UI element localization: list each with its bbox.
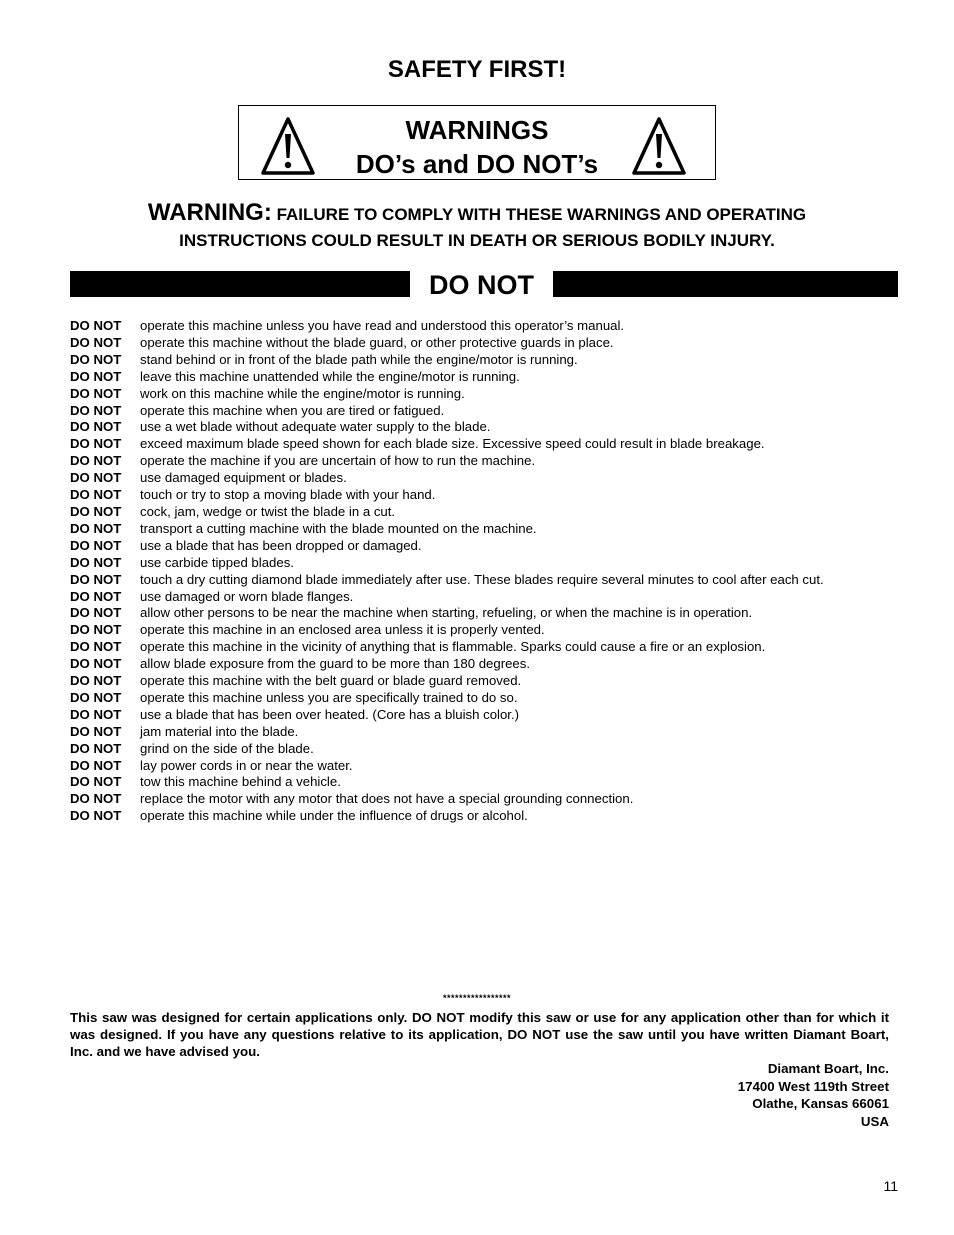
rule-text: replace the motor with any motor that does not have a special grounding connection. — [140, 791, 634, 807]
rule-text: lay power cords in or near the water. — [140, 757, 353, 773]
list-item — [70, 622, 900, 639]
rule-text: tow this machine behind a vehicle. — [140, 774, 341, 790]
list-item — [70, 758, 900, 775]
address-line: 17400 West 119th Street — [737, 1078, 889, 1094]
rule-text: use carbide tipped blades. — [140, 554, 294, 570]
rule-text: operate this machine while under the influence of drugs or alcohol. — [140, 808, 528, 824]
rule-label: DO NOT — [70, 588, 122, 604]
rule-text: operate this machine when you are tired or fatigued. — [140, 402, 445, 418]
rule-text: exceed maximum blade speed shown for each blade size. Excessive speed could result in blade breakage. — [140, 436, 765, 452]
rule-text: use damaged equipment or blades. — [140, 470, 347, 486]
list-item — [70, 572, 900, 589]
rule-label: DO NOT — [70, 622, 122, 638]
company-address — [738, 1060, 889, 1130]
warning-triangle-icon — [632, 117, 686, 175]
rule-label: DO NOT — [70, 368, 122, 384]
separator-stars: ***************** — [442, 993, 512, 1003]
rule-label: DO NOT — [70, 808, 122, 824]
warnings-box — [238, 105, 716, 180]
list-item — [70, 605, 900, 622]
rule-label: DO NOT — [70, 554, 122, 570]
list-item — [70, 774, 900, 791]
list-item — [70, 318, 900, 335]
list-item — [70, 639, 900, 656]
rule-text: operate this machine with the belt guard or blade guard removed. — [140, 673, 522, 689]
rule-label: DO NOT — [70, 656, 122, 672]
rule-text: stand behind or in front of the blade path while the engine/motor is running. — [140, 351, 578, 367]
rule-text: operate this machine in an enclosed area unless it is properly vented. — [140, 622, 545, 638]
rule-label: DO NOT — [70, 351, 122, 367]
rule-label: DO NOT — [70, 402, 122, 418]
rule-text: work on this machine while the engine/motor is running. — [140, 385, 465, 401]
address-line: USA — [860, 1113, 889, 1129]
rule-label: DO NOT — [70, 571, 122, 587]
list-item — [70, 808, 900, 825]
rule-label: DO NOT — [70, 723, 122, 739]
list-item — [70, 656, 900, 673]
warnings-box-subtitle: DO’s and DO NOT’s — [355, 149, 599, 179]
list-item — [70, 538, 900, 555]
list-item — [70, 436, 900, 453]
rule-label: DO NOT — [70, 520, 122, 536]
rule-label: DO NOT — [70, 791, 122, 807]
rule-label: DO NOT — [70, 453, 122, 469]
list-item — [70, 369, 900, 386]
rule-label: DO NOT — [70, 537, 122, 553]
rule-text: operate this machine without the blade guard, or other protective guards in place. — [140, 334, 614, 350]
list-item — [70, 673, 900, 690]
do-not-list — [70, 318, 900, 825]
warning-prefix: WARNING: — [147, 199, 272, 226]
rule-text: use a blade that has been dropped or damaged. — [140, 537, 422, 553]
list-item — [70, 403, 900, 420]
heading-bar-left — [70, 271, 410, 297]
rule-label: DO NOT — [70, 334, 122, 350]
rule-label: DO NOT — [70, 706, 122, 722]
page-number: 11 — [883, 1178, 898, 1194]
rule-label: DO NOT — [70, 673, 122, 689]
application-notice: This saw was designed for certain applications only. DO NOT modify this saw or use for any application other than for which it was designed. If you have any questions relative to its application, DO NOT use the saw until you have written Diamant Boart, Inc. and we have advised you. — [70, 1010, 889, 1059]
list-item — [70, 335, 900, 352]
rule-label: DO NOT — [70, 436, 122, 452]
warning-text-line1: FAILURE TO COMPLY WITH THESE WARNINGS AND OPERATING — [276, 205, 807, 224]
list-item — [70, 724, 900, 741]
rule-label: DO NOT — [70, 689, 122, 705]
list-item — [70, 690, 900, 707]
list-item — [70, 386, 900, 403]
rule-text: touch or try to stop a moving blade with your hand. — [140, 487, 436, 503]
list-item — [70, 419, 900, 436]
address-line: Diamant Boart, Inc. — [767, 1061, 889, 1076]
list-item — [70, 521, 900, 538]
rule-text: allow other persons to be near the machine when starting, refueling, or when the machine is in operation. — [140, 605, 753, 621]
rule-label: DO NOT — [70, 318, 122, 333]
rule-label: DO NOT — [70, 385, 122, 401]
page-title: SAFETY FIRST! — [387, 56, 567, 83]
rule-label: DO NOT — [70, 757, 122, 773]
heading-bar-right — [553, 271, 898, 297]
warning-statement — [0, 200, 954, 254]
rule-text: use damaged or worn blade flanges. — [140, 588, 354, 604]
list-item — [70, 791, 900, 808]
address-line: Olathe, Kansas 66061 — [752, 1096, 889, 1111]
rule-text: operate the machine if you are uncertain of how to run the machine. — [140, 453, 536, 469]
rule-label: DO NOT — [70, 470, 122, 486]
rule-text: operate this machine unless you have read and understood this operator’s manual. — [140, 318, 625, 333]
list-item — [70, 589, 900, 606]
rule-label: DO NOT — [70, 503, 122, 519]
list-item — [70, 504, 900, 521]
rule-text: allow blade exposure from the guard to be more than 180 degrees. — [140, 656, 531, 672]
list-item — [70, 487, 900, 504]
rule-label: DO NOT — [70, 639, 122, 655]
rule-text: touch a dry cutting diamond blade immediately after use. These blades require several minutes to cool after each cut. — [140, 571, 824, 587]
rule-text: operate this machine unless you are specifically trained to do so. — [140, 689, 518, 705]
list-item — [70, 453, 900, 470]
rule-label: DO NOT — [70, 487, 122, 503]
rule-text: operate this machine in the vicinity of anything that is flammable. Sparks could cause a fire or an explosion. — [140, 639, 766, 655]
warnings-box-title: WARNINGS — [405, 115, 549, 145]
list-item — [70, 470, 900, 487]
rule-text: cock, jam, wedge or twist the blade in a cut. — [140, 503, 396, 519]
list-item — [70, 741, 900, 758]
rule-text: transport a cutting machine with the blade mounted on the machine. — [140, 520, 537, 536]
list-item — [70, 707, 900, 724]
rule-text: jam material into the blade. — [140, 723, 299, 739]
rule-text: grind on the side of the blade. — [140, 740, 314, 756]
warning-text-line2: INSTRUCTIONS COULD RESULT IN DEATH OR SERIOUS BODILY INJURY. — [179, 231, 775, 250]
rule-text: use a wet blade without adequate water supply to the blade. — [140, 419, 491, 435]
rule-label: DO NOT — [70, 419, 122, 435]
rule-label: DO NOT — [70, 740, 122, 756]
list-item — [70, 352, 900, 369]
rule-text: leave this machine unattended while the engine/motor is running. — [140, 368, 520, 384]
list-item — [70, 555, 900, 572]
rule-text: use a blade that has been over heated. (Core has a bluish color.) — [140, 706, 520, 722]
rule-label: DO NOT — [70, 605, 122, 621]
section-heading: DO NOT — [429, 270, 534, 300]
rule-label: DO NOT — [70, 774, 122, 790]
